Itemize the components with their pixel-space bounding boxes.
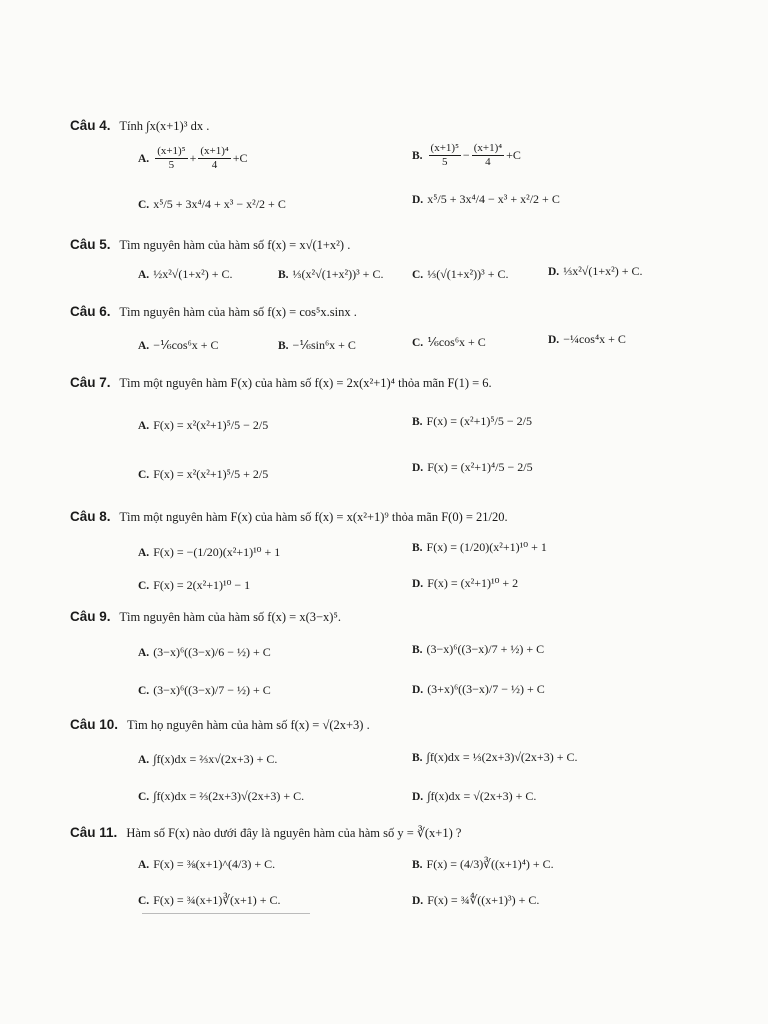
option-b[interactable]: B. F(x) = (x²+1)⁵/5 − 2/5 (412, 414, 532, 428)
option-c[interactable] (138, 197, 286, 212)
question-stem: Câu 11. Hàm số F(x) nào dưới đây là nguyên hàm của hàm số y = ∛(x+1) ? (70, 825, 462, 840)
question-6 (70, 303, 710, 321)
question-5 (70, 236, 710, 254)
option-a[interactable]: A. $\frac{\text{(x+1)⁵}}{5}$ + $\frac{\text{(x+1)⁴}}{4}$ +C (138, 145, 248, 171)
option-a[interactable]: A. (3−x)⁶((3−x)/6 − ½) + C (138, 645, 271, 659)
question-4 (70, 117, 710, 135)
option-d[interactable]: D. F(x) = ¾∜((x+1)³) + C. (412, 893, 540, 907)
question-stem: Câu 7. Tìm một nguyên hàm F(x) của hàm số f(x) = 2x(x²+1)⁴ thỏa mãn F(1) = 6. (70, 375, 492, 390)
question-label: Câu 4. (70, 118, 111, 133)
question-7 (70, 374, 710, 392)
option-c[interactable]: C. (3−x)⁶((3−x)/7 − ½) + C (138, 683, 271, 697)
option-d[interactable]: D. −¼cos⁴x + C (548, 332, 626, 346)
option-c[interactable]: C. ⅓(√(1+x²))³ + C. (412, 267, 509, 281)
question-stem (70, 117, 710, 135)
option-c[interactable]: C. F(x) = x²(x²+1)⁵/5 + 2/5 (138, 467, 269, 481)
option-b[interactable]: B. ⅓(x²√(1+x²))³ + C. (278, 267, 384, 281)
question-text: Tìm nguyên hàm của hàm số f(x) = x√(1+x²) . (119, 238, 351, 252)
fraction: $\frac{\text{(x+1)⁴}}{4}$ (473, 142, 503, 168)
divider (142, 913, 310, 914)
question-10 (70, 716, 710, 734)
option-c[interactable]: C. F(x) = 2(x²+1)¹⁰ − 1 (138, 578, 251, 592)
option-c[interactable]: C. F(x) = ¾(x+1)∛(x+1) + C. (138, 893, 281, 907)
question-8 (70, 508, 710, 526)
option-d[interactable]: D. (3+x)⁶((3−x)/7 − ½) + C (412, 682, 545, 696)
option-b[interactable]: B. F(x) = (4/3)∛((x+1)⁴) + C. (412, 857, 554, 871)
option-letter: C. (138, 198, 150, 211)
question-9 (70, 608, 710, 626)
option-b[interactable]: B. ∫f(x)dx = ⅓(2x+3)√(2x+3) + C. (412, 750, 578, 764)
fraction: $\frac{\text{(x+1)⁵}}{5}$ (157, 145, 186, 171)
option-c[interactable]: C. ⅙cos⁶x + C (412, 335, 486, 349)
option-a[interactable]: A. F(x) = x²(x²+1)⁵/5 − 2/5 (138, 418, 269, 432)
option-expression: x⁵/5 + 3x⁴/4 − x³ + x²/2 + C (427, 192, 560, 206)
option-expression: x⁵/5 + 3x⁴/4 + x³ − x²/2 + C (153, 197, 286, 211)
option-d[interactable]: D. ∫f(x)dx = √(2x+3) + C. (412, 789, 537, 803)
option-b[interactable]: B. (3−x)⁶((3−x)/7 + ½) + C (412, 642, 545, 656)
option-letter: D. (412, 193, 424, 206)
option-b[interactable]: B. $\frac{\text{(x+1)⁵}}{5}$ − $\frac{\text{(x+1)⁴}}{4}$ +C (412, 142, 521, 168)
option-d[interactable]: D. ⅓x²√(1+x²) + C. (548, 264, 643, 278)
option-a[interactable]: A. F(x) = ⅜(x+1)^(4/3) + C. (138, 857, 276, 871)
question-stem: Câu 10. Tìm họ nguyên hàm của hàm số f(x) = √(2x+3) . (70, 717, 370, 732)
option-a[interactable]: A. −⅙cos⁶x + C (138, 338, 219, 352)
question-stem: Câu 8. Tìm một nguyên hàm F(x) của hàm số f(x) = x(x²+1)⁹ thỏa mãn F(0) = 21/20. (70, 509, 508, 524)
question-label: Câu 5. (70, 237, 111, 252)
question-stem (70, 236, 710, 254)
question-11 (70, 824, 710, 842)
option-b[interactable]: B. −⅙sin⁶x + C (278, 338, 356, 352)
option-c[interactable]: C. ∫f(x)dx = ⅔(2x+3)√(2x+3) + C. (138, 789, 305, 803)
option-b[interactable]: B. F(x) = (1/20)(x²+1)¹⁰ + 1 (412, 540, 547, 554)
fraction: $\frac{\text{(x+1)⁵}}{5}$ (430, 142, 459, 168)
option-d[interactable]: D. F(x) = (x²+1)⁴/5 − 2/5 (412, 460, 533, 474)
option-d[interactable]: D. F(x) = (x²+1)¹⁰ + 2 (412, 576, 519, 590)
question-stem: Câu 9. Tìm nguyên hàm của hàm số f(x) = x(3−x)⁵. (70, 609, 341, 624)
option-letter: B. (412, 149, 423, 162)
option-letter: A. (138, 152, 150, 165)
option-a[interactable]: A. ½x²√(1+x²) + C. (138, 267, 233, 281)
option-d[interactable] (412, 192, 560, 207)
option-a[interactable]: A. F(x) = −(1/20)(x²+1)¹⁰ + 1 (138, 545, 281, 559)
question-stem: Câu 6. Tìm nguyên hàm của hàm số f(x) = cos⁵x.sinx . (70, 304, 357, 319)
question-text: Tính ∫x(x+1)³ dx . (119, 119, 210, 133)
option-a[interactable]: A. ∫f(x)dx = ⅔x√(2x+3) + C. (138, 752, 278, 766)
fraction: $\frac{\text{(x+1)⁴}}{4}$ (200, 145, 229, 171)
